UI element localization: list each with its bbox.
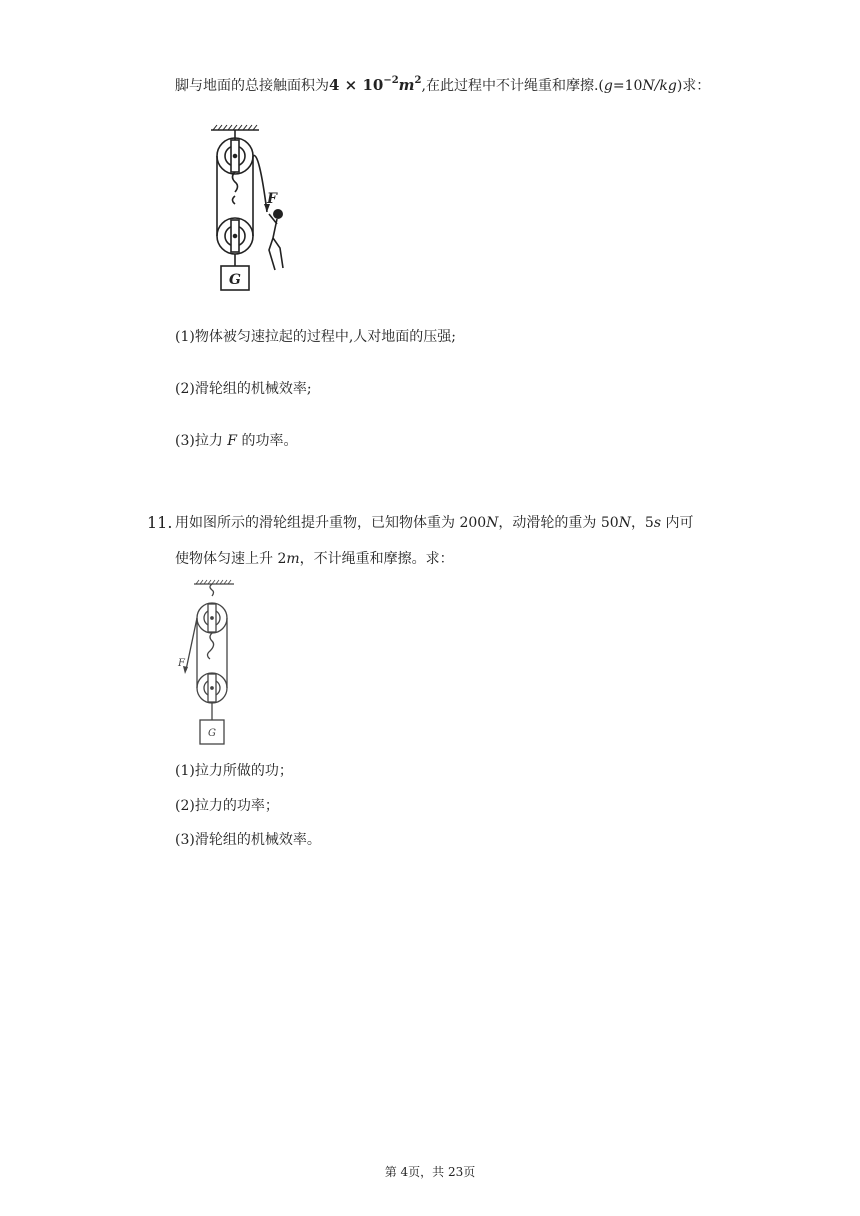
q11-text-e: 使物体匀速上升 2 (175, 551, 287, 567)
q10-sub3-text-2: 的功率。 (237, 433, 298, 449)
pull-rope (186, 618, 197, 670)
q10-intro-text: 脚与地面的总接触面积为 (175, 78, 329, 94)
q10-sub2: (2)滑轮组的机械效率; (175, 381, 312, 397)
block-label: G (208, 728, 216, 739)
q10-intro-line (175, 75, 710, 96)
q10-area-value: $4 \times 10^{-2}m^2$ (329, 75, 422, 94)
force-label: F (267, 191, 277, 207)
pull-rope (253, 155, 267, 212)
q10-intro-text-2: ,在此过程中不计绳重和摩擦.( (421, 78, 604, 94)
g-unit: N/kg (642, 78, 677, 94)
q10-pulley-figure (205, 120, 305, 295)
block-label: G (229, 272, 241, 288)
q10-sub1: (1)物体被匀速拉起的过程中,人对地面的压强; (175, 329, 456, 345)
force-label: F (178, 658, 185, 669)
person-body (269, 214, 283, 270)
g-variable: g (603, 78, 613, 94)
q11-text-b: ，动滑轮的重为 50 (498, 515, 619, 531)
unit-n-1: N (486, 515, 499, 531)
q10-sub3-var: F (227, 433, 237, 449)
q11-line2 (175, 549, 454, 569)
unit-m: m (286, 551, 300, 567)
q10-sub3 (175, 431, 297, 451)
q11-text-d: 内可 (661, 515, 694, 531)
unit-n-2: N (618, 515, 631, 531)
g-equals: =10 (612, 78, 643, 94)
q11-text-c: ，5 (630, 515, 654, 531)
page-footer: 第 4页，共 23页 (384, 1165, 476, 1179)
q11-text-a: 用如图所示的滑轮组提升重物，已知物体重为 200 (175, 515, 487, 531)
q11-sub3: (3)滑轮组的机械效率。 (175, 832, 321, 848)
q11-sub1: (1)拉力所做的功； (175, 763, 293, 779)
q11-number: 11. (147, 513, 173, 532)
q10-intro-text-3: )求： (676, 78, 711, 94)
unit-s: s (653, 515, 662, 531)
q11-text-f: ，不计绳重和摩擦。求： (299, 551, 454, 567)
q11-line1 (175, 513, 694, 533)
q11-pulley-figure (172, 578, 242, 750)
q10-sub3-text: (3)拉力 (175, 433, 228, 449)
q11-sub2: (2)拉力的功率； (175, 798, 279, 814)
person-head (273, 209, 283, 219)
